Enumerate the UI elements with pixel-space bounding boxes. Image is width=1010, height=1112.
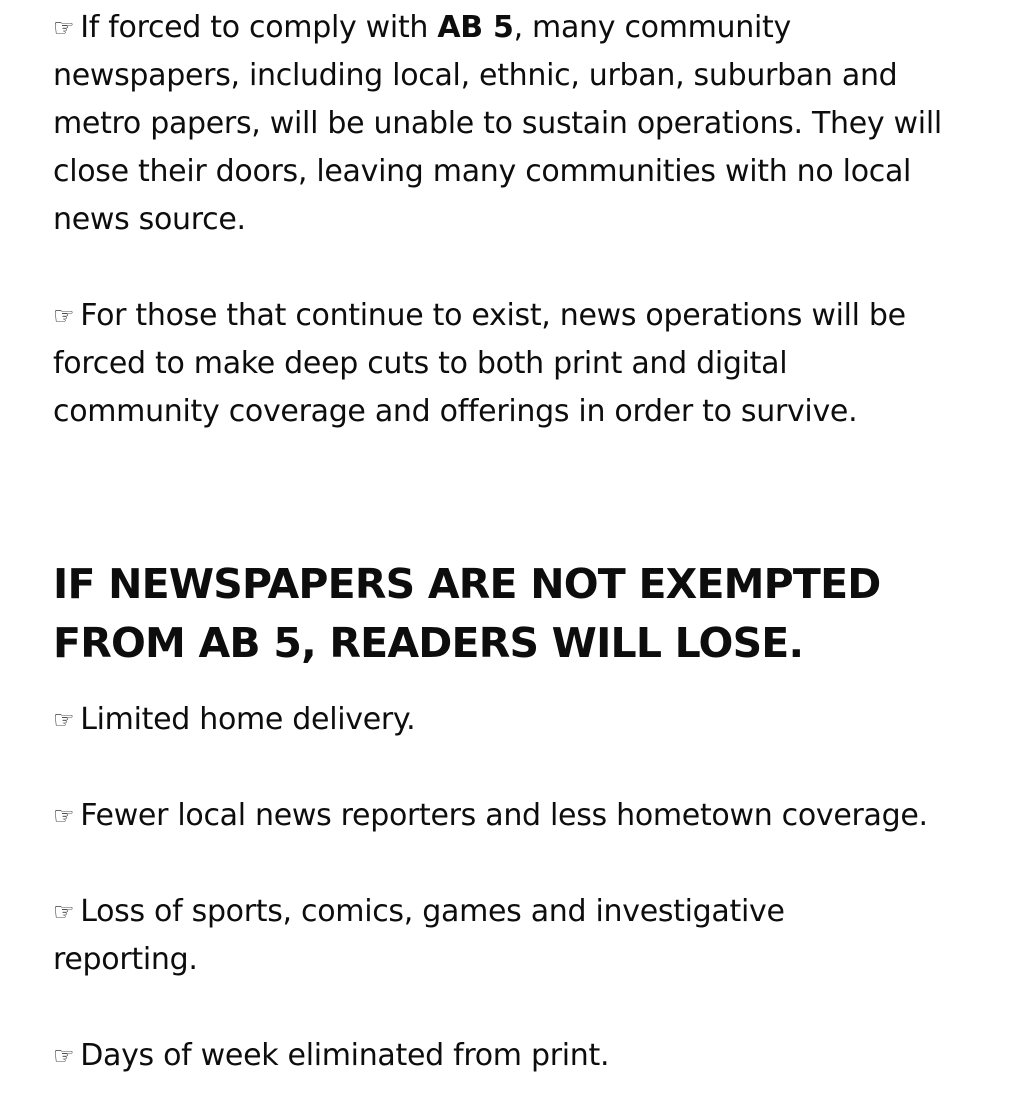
reader-loss-item-text: Days of week eliminated from print. (80, 1038, 610, 1073)
section-heading-line-1: IF NEWSPAPERS ARE NOT EXEMPTED (53, 560, 881, 608)
impact-paragraph-2 (53, 292, 933, 436)
impact-paragraph-2-text: For those that continue to exist, news operations will be forced to make deep cuts to both print and digital community coverage and offerings in order to survive. (53, 298, 906, 429)
impact-paragraph-1 (53, 4, 943, 244)
reader-loss-item (53, 1032, 953, 1080)
pointing-hand-icon: ☞ (53, 302, 75, 330)
section-heading-line-2: FROM AB 5, READERS WILL LOSE. (53, 619, 804, 667)
article-content (53, 4, 953, 1080)
pointing-hand-icon: ☞ (53, 1042, 75, 1070)
impact-paragraph-1-rest: , many community newspapers, including local, ethnic, urban, suburban and metro papers, will be unable to sustain operations. They will close their doors, leaving many communities with no local news source. (53, 10, 942, 237)
reader-loss-item-text: Loss of sports, comics, games and investigative reporting. (53, 894, 785, 977)
pointing-hand-icon: ☞ (53, 14, 75, 42)
spacer (53, 984, 953, 1032)
reader-loss-item-text: Limited home delivery. (80, 702, 416, 737)
pointing-hand-icon: ☞ (53, 802, 75, 830)
section-heading (53, 555, 953, 673)
reader-loss-item (53, 792, 953, 840)
spacer (53, 673, 953, 696)
pointing-hand-icon: ☞ (53, 898, 75, 926)
pointing-hand-icon: ☞ (53, 706, 75, 734)
reader-loss-item-text: Fewer local news reporters and less hometown coverage. (80, 798, 928, 833)
spacer (53, 744, 953, 792)
impact-paragraph-1-lead: If forced to comply with (80, 10, 438, 45)
ab5-bold-text: AB 5 (437, 10, 514, 45)
reader-loss-item (53, 888, 833, 984)
reader-loss-item (53, 696, 953, 744)
spacer (53, 840, 953, 888)
spacer (53, 244, 953, 292)
spacer (53, 436, 953, 555)
